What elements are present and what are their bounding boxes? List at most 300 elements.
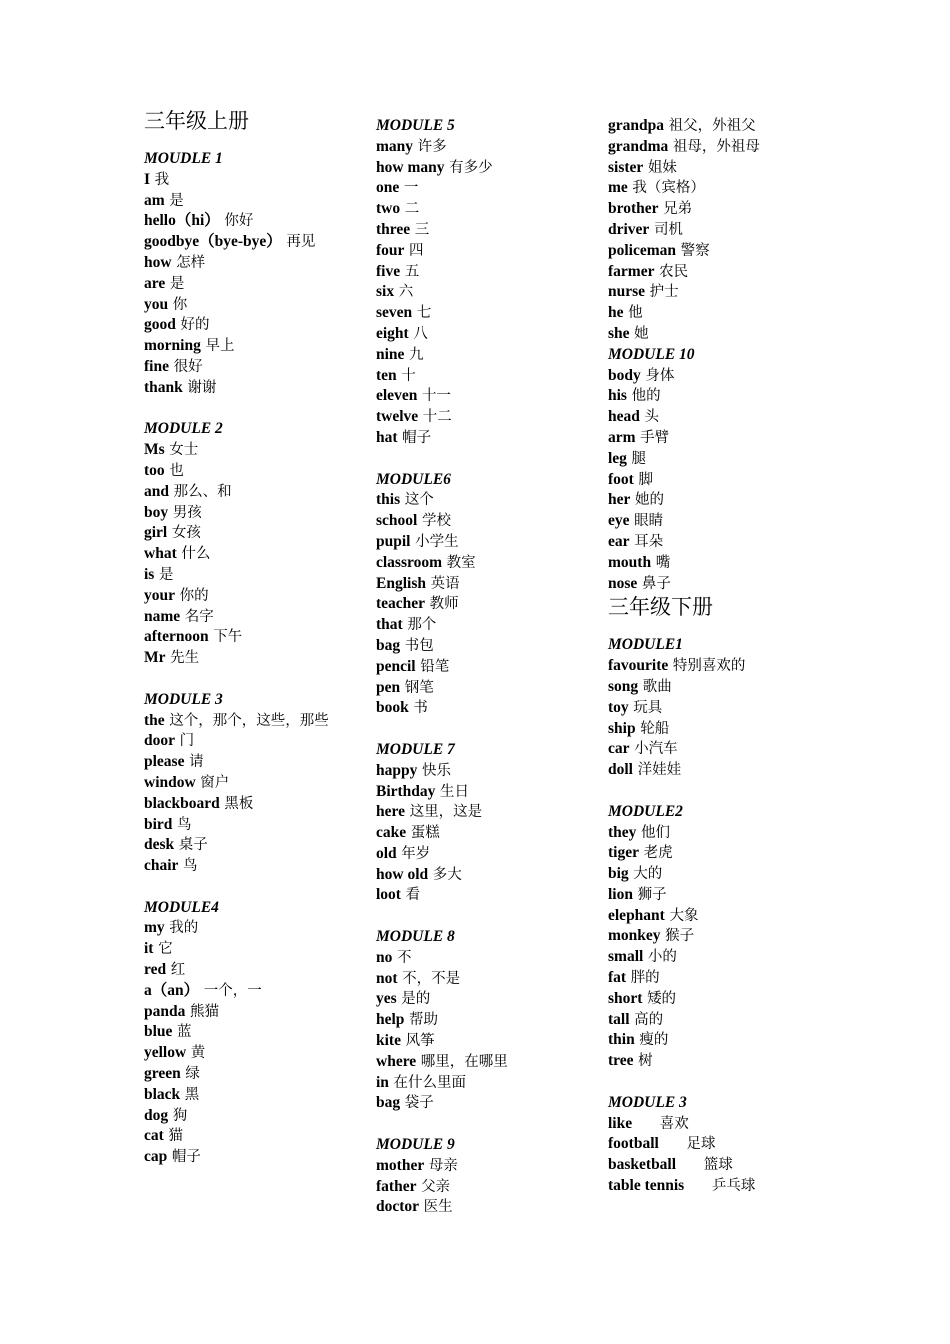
chinese-meaning: 先生	[170, 650, 200, 667]
english-word: cake	[376, 824, 407, 842]
chinese-meaning: 喜欢	[659, 1115, 689, 1132]
chinese-meaning: 蓝	[177, 1024, 192, 1041]
english-word: he	[608, 304, 624, 322]
vocab-entry	[144, 1126, 359, 1147]
vocab-entry	[376, 1010, 591, 1031]
chinese-meaning: 司机	[653, 221, 683, 238]
english-word: seven	[376, 304, 413, 322]
vocab-entry	[376, 428, 591, 449]
english-word: a（an）	[144, 981, 200, 999]
chinese-meaning: 教室	[446, 554, 476, 571]
blank-line	[608, 781, 823, 802]
vocab-entry	[144, 170, 359, 191]
chinese-meaning: 歌曲	[642, 678, 672, 695]
vocab-entry	[376, 1073, 591, 1094]
chinese-meaning: 猴子	[665, 928, 695, 945]
chinese-meaning: 八	[413, 325, 428, 342]
english-word: body	[608, 366, 641, 384]
chinese-meaning: 小学生	[415, 533, 459, 550]
chinese-meaning: 手臂	[640, 429, 670, 446]
chinese-meaning: 桌子	[178, 837, 208, 854]
chinese-meaning: 洋娃娃	[637, 762, 682, 779]
chinese-meaning: 矮的	[647, 990, 677, 1007]
vocab-entry	[144, 503, 359, 524]
blank-line	[144, 669, 359, 690]
chinese-meaning: 二	[404, 201, 420, 218]
vocab-entry	[608, 656, 823, 677]
vocab-entry	[608, 885, 823, 906]
chinese-meaning: 警察	[680, 242, 710, 259]
vocab-entry	[608, 1010, 823, 1031]
vocab-entry	[608, 823, 823, 844]
vocab-entry	[376, 262, 591, 283]
vocab-entry	[144, 752, 359, 773]
vocab-entry	[144, 565, 359, 586]
vocab-entry	[376, 989, 591, 1010]
english-word: small	[608, 948, 644, 966]
vocab-entry	[144, 357, 359, 378]
chinese-meaning: 狮子	[637, 886, 667, 903]
english-word: no	[376, 948, 393, 966]
chinese-meaning: 看	[405, 887, 421, 904]
chinese-meaning: 足球	[686, 1136, 716, 1153]
vocab-entry	[376, 282, 591, 303]
vocab-entry	[376, 1031, 591, 1052]
chinese-meaning: 好的	[180, 317, 210, 334]
english-word: morning	[144, 337, 201, 355]
vocab-entry	[608, 324, 823, 345]
english-word: teacher	[376, 595, 426, 613]
vocab-entry	[376, 220, 591, 241]
chinese-meaning: 农民	[659, 263, 689, 280]
vocab-entry	[608, 137, 823, 158]
vocab-entry	[608, 1176, 823, 1197]
chinese-meaning: 铅笔	[420, 658, 450, 675]
chinese-meaning: 黑	[184, 1086, 200, 1103]
chinese-meaning: 医生	[423, 1199, 453, 1216]
vocab-entry	[608, 241, 823, 262]
english-word: panda	[144, 1002, 186, 1020]
blank-line	[144, 877, 359, 898]
chinese-meaning: 帽子	[402, 429, 432, 446]
english-word: ten	[376, 366, 397, 384]
chinese-meaning: 那么、和	[173, 483, 232, 500]
chinese-meaning: 门	[179, 733, 195, 750]
chinese-meaning: 袋子	[404, 1095, 434, 1112]
vocab-entry	[144, 981, 359, 1002]
vocab-entry	[144, 939, 359, 960]
vocab-entry	[144, 856, 359, 877]
chinese-meaning: 高的	[634, 1011, 664, 1028]
blank-line	[608, 1072, 823, 1093]
vocab-entry	[144, 960, 359, 981]
vocab-entry	[376, 178, 591, 199]
vocab-entry	[608, 116, 823, 137]
chinese-meaning: 我的	[169, 920, 199, 937]
english-word: the	[144, 711, 165, 729]
chinese-meaning: 我（宾格）	[632, 180, 705, 197]
grade-section-title: 三年级下册	[608, 595, 713, 620]
english-word: and	[144, 482, 169, 500]
english-word: am	[144, 191, 165, 209]
vocab-entry	[144, 544, 359, 565]
vocab-entry	[376, 303, 591, 324]
chinese-meaning: 窗户	[200, 774, 230, 791]
vocab-entry	[376, 553, 591, 574]
english-word: what	[144, 545, 177, 563]
english-word: in	[376, 1073, 389, 1091]
english-word: it	[144, 940, 154, 958]
chinese-meaning: 女孩	[171, 525, 201, 542]
english-word: table tennis	[608, 1177, 685, 1195]
chinese-meaning: 是	[169, 192, 184, 209]
chinese-meaning: 女士	[169, 442, 199, 459]
chinese-meaning: 耳朵	[634, 533, 664, 550]
chinese-meaning: 早上	[205, 338, 235, 355]
chinese-meaning: 书	[413, 700, 428, 717]
chinese-meaning: 祖母，外祖母	[672, 138, 760, 155]
chinese-meaning: 身体	[645, 367, 675, 384]
vocab-entry	[376, 1156, 591, 1177]
vocab-entry	[608, 532, 823, 553]
chinese-meaning: 快乐	[421, 762, 451, 779]
chinese-meaning: 这个，那个，这些，那些	[169, 712, 329, 729]
vocab-entry	[376, 407, 591, 428]
chinese-meaning: 他的	[631, 388, 661, 405]
vocab-entry	[144, 315, 359, 336]
chinese-meaning: 四	[409, 242, 424, 259]
english-word: school	[376, 512, 418, 530]
english-word: elephant	[608, 906, 665, 924]
vocab-entry	[144, 586, 359, 607]
chinese-meaning: 十一	[421, 388, 451, 405]
vocab-entry	[144, 794, 359, 815]
english-word: yes	[376, 990, 397, 1008]
module-heading: MODULE 3	[144, 690, 223, 708]
chinese-meaning: 篮球	[703, 1157, 733, 1174]
chinese-meaning: 小汽车	[634, 741, 678, 758]
chinese-meaning: 黄	[190, 1045, 206, 1062]
vocab-entry	[376, 636, 591, 657]
chinese-meaning: 父亲	[421, 1178, 451, 1195]
chinese-meaning: 它	[158, 941, 173, 958]
english-word: many	[376, 137, 414, 155]
english-word: pupil	[376, 532, 411, 550]
chinese-meaning: 这个	[404, 492, 434, 509]
vocab-entry	[144, 1064, 359, 1085]
english-word: where	[376, 1052, 417, 1070]
english-word: arm	[608, 428, 636, 446]
vocab-entry	[376, 241, 591, 262]
chinese-meaning: 哪里，在哪里	[420, 1053, 508, 1070]
chinese-meaning: 是的	[401, 991, 431, 1008]
english-word: five	[376, 262, 401, 280]
english-word: leg	[608, 449, 627, 467]
chinese-meaning: 蛋糕	[410, 825, 440, 842]
vocab-entry	[608, 490, 823, 511]
chinese-meaning: 谢谢	[187, 379, 217, 396]
vocab-entry	[144, 191, 359, 212]
vocab-entry	[376, 885, 591, 906]
english-word: sister	[608, 158, 644, 176]
vocab-entry	[608, 698, 823, 719]
chinese-meaning: 钢笔	[404, 679, 434, 696]
vocab-entry	[144, 918, 359, 939]
chinese-meaning: 她	[634, 325, 649, 342]
vocab-entry	[376, 615, 591, 636]
vocab-entry	[376, 490, 591, 511]
english-word: nine	[376, 345, 405, 363]
english-word: short	[608, 989, 643, 1007]
english-word: please	[144, 753, 185, 771]
english-word: dog	[144, 1106, 169, 1124]
vocab-entry	[608, 760, 823, 781]
english-word: that	[376, 616, 403, 634]
chinese-meaning: 红	[170, 962, 186, 979]
english-word: eleven	[376, 387, 418, 405]
english-word: are	[144, 274, 166, 292]
english-word: classroom	[376, 553, 443, 571]
chinese-meaning: 玩具	[633, 699, 663, 716]
vocab-entry	[608, 1030, 823, 1051]
english-word: brother	[608, 200, 659, 218]
vocab-entry	[144, 295, 359, 316]
english-word: doll	[608, 761, 633, 779]
vocab-entry	[144, 1002, 359, 1023]
english-word: hat	[376, 428, 398, 446]
chinese-meaning: 姐妹	[647, 159, 677, 176]
english-word: his	[608, 387, 627, 405]
vocab-entry	[608, 719, 823, 740]
vocab-entry	[608, 428, 823, 449]
english-word: hello（hi）	[144, 212, 220, 230]
vocab-entry	[376, 366, 591, 387]
vocab-entry	[608, 178, 823, 199]
vocab-entry	[376, 532, 591, 553]
chinese-meaning: 眼睛	[634, 513, 664, 530]
chinese-meaning: 多大	[432, 866, 462, 883]
english-word: your	[144, 586, 175, 604]
vocab-entry	[376, 1177, 591, 1198]
english-word: door	[144, 732, 175, 750]
chinese-meaning: 三	[414, 221, 430, 238]
english-word: driver	[608, 220, 650, 238]
english-word: two	[376, 200, 401, 218]
chinese-meaning: 嘴	[655, 554, 671, 571]
english-word: mother	[376, 1156, 425, 1174]
chinese-meaning: 九	[409, 346, 424, 363]
chinese-meaning: 脚	[638, 471, 653, 488]
english-word: bag	[376, 1094, 401, 1112]
chinese-meaning: 护士	[649, 284, 679, 301]
chinese-meaning: 七	[416, 305, 432, 322]
english-word: eye	[608, 512, 630, 530]
english-word: they	[608, 823, 637, 841]
english-word: goodbye（bye-bye）	[144, 233, 282, 251]
module-heading: MODULE4	[144, 898, 219, 916]
english-word: fine	[144, 357, 169, 375]
vocab-entry	[144, 378, 359, 399]
chinese-meaning: 胖的	[630, 970, 660, 987]
vocab-entry	[144, 607, 359, 628]
vocab-entry	[608, 366, 823, 387]
english-word: cat	[144, 1127, 164, 1145]
chinese-meaning: 名字	[184, 608, 214, 625]
english-word: girl	[144, 524, 168, 542]
vocab-entry	[608, 926, 823, 947]
vocab-entry	[144, 482, 359, 503]
chinese-meaning: 学校	[421, 513, 451, 530]
english-word: fat	[608, 969, 627, 987]
chinese-meaning: 六	[398, 284, 414, 301]
vocab-entry	[608, 553, 823, 574]
chinese-meaning: 瘦的	[639, 1032, 669, 1049]
english-word: yellow	[144, 1044, 187, 1062]
grade-section-title: 三年级上册	[144, 109, 249, 133]
vocab-entry	[608, 989, 823, 1010]
vocab-entry	[608, 303, 823, 324]
vocab-entry	[376, 199, 591, 220]
chinese-meaning: 一个，一	[203, 982, 262, 999]
english-word: monkey	[608, 927, 661, 945]
vocab-entry	[376, 324, 591, 345]
vocab-entry	[376, 698, 591, 719]
vocab-entry	[144, 211, 359, 232]
chinese-meaning: 那个	[407, 617, 437, 634]
vocab-entry	[144, 835, 359, 856]
chinese-meaning: 书包	[404, 637, 434, 654]
chinese-meaning: 她的	[635, 492, 664, 509]
chinese-meaning: 帽子	[171, 1149, 201, 1166]
chinese-meaning: 五	[404, 263, 420, 280]
vocab-entry	[608, 220, 823, 241]
english-word: ship	[608, 719, 636, 737]
english-word: window	[144, 773, 196, 791]
english-word: head	[608, 408, 640, 426]
english-word: blackboard	[144, 794, 220, 812]
vocab-entry	[608, 470, 823, 491]
chinese-meaning: 也	[169, 462, 184, 479]
english-word: farmer	[608, 262, 655, 280]
module-heading: MODULE 5	[376, 117, 455, 134]
english-word: Mr	[144, 649, 166, 667]
vocab-entry	[608, 262, 823, 283]
module-heading: MODULE 10	[608, 345, 695, 363]
english-word: bag	[376, 636, 401, 654]
english-word: afternoon	[144, 628, 209, 646]
vocab-entry	[144, 711, 359, 732]
vocab-entry	[608, 1155, 823, 1176]
vocab-entry	[144, 232, 359, 253]
vocab-entry	[144, 1085, 359, 1106]
chinese-meaning: 英语	[430, 575, 460, 592]
chinese-meaning: 教师	[429, 596, 459, 613]
chinese-meaning: 熊猫	[189, 1003, 219, 1020]
module-heading: MOUDLE 1	[144, 150, 223, 167]
vocab-entry	[608, 158, 823, 179]
vocab-entry	[144, 1043, 359, 1064]
vocab-entry	[144, 1022, 359, 1043]
blank-line	[144, 399, 359, 420]
english-word: foot	[608, 470, 634, 488]
chinese-meaning: 很好	[173, 358, 203, 375]
english-word: nose	[608, 574, 638, 592]
english-word: song	[608, 677, 639, 695]
english-word: favourite	[608, 657, 669, 675]
module-heading: MODULE6	[376, 470, 451, 488]
chinese-meaning: 小的	[647, 949, 677, 966]
module-heading: MODULE 9	[376, 1136, 455, 1154]
english-word: how many	[376, 158, 445, 176]
vocab-entry	[608, 968, 823, 989]
english-word: football	[608, 1135, 659, 1153]
vocab-entry	[376, 865, 591, 886]
english-word: happy	[376, 761, 418, 779]
vocab-entry	[376, 657, 591, 678]
chinese-meaning: 怎样	[176, 254, 206, 271]
vocab-entry	[608, 386, 823, 407]
english-word: pencil	[376, 657, 416, 675]
chinese-meaning: 风筝	[405, 1033, 435, 1050]
blank-line	[376, 449, 591, 470]
chinese-meaning: 大象	[669, 907, 699, 924]
english-word: grandma	[608, 137, 669, 155]
english-word: here	[376, 803, 405, 821]
vocab-entry	[144, 731, 359, 752]
english-word: kite	[376, 1032, 401, 1050]
chinese-meaning: 你	[172, 296, 188, 313]
vocab-entry	[144, 773, 359, 794]
chinese-meaning: 不，不是	[402, 970, 461, 987]
english-word: old	[376, 844, 397, 862]
vocab-entry	[376, 823, 591, 844]
chinese-meaning: 兄弟	[663, 201, 693, 218]
english-word: like	[608, 1114, 633, 1132]
chinese-meaning: 他	[628, 305, 643, 322]
module-heading: MODULE 7	[376, 740, 455, 758]
vocab-entry	[376, 678, 591, 699]
vocab-entry	[608, 677, 823, 698]
vocab-entry	[376, 844, 591, 865]
vocab-entry	[608, 739, 823, 760]
english-word: tree	[608, 1052, 634, 1070]
english-word: loot	[376, 886, 401, 904]
english-word: how	[144, 253, 172, 271]
english-word: six	[376, 283, 395, 301]
vocab-entry	[144, 1147, 359, 1168]
english-word: I	[144, 170, 151, 188]
english-word: book	[376, 699, 409, 717]
english-word: basketball	[608, 1156, 677, 1174]
english-word: this	[376, 491, 401, 509]
vocab-column-3	[608, 116, 823, 1197]
chinese-meaning: 他们	[641, 824, 671, 841]
english-word: me	[608, 179, 628, 197]
chinese-meaning: 绿	[185, 1066, 200, 1083]
vocab-entry	[376, 574, 591, 595]
chinese-meaning: 大的	[633, 866, 663, 883]
english-word: eight	[376, 324, 409, 342]
chinese-meaning: 帮助	[409, 1012, 439, 1029]
vocab-entry	[608, 574, 823, 595]
english-word: father	[376, 1177, 417, 1195]
english-word: policeman	[608, 241, 677, 259]
vocab-entry	[608, 511, 823, 532]
chinese-meaning: 这里，这是	[409, 804, 483, 821]
english-word: car	[608, 740, 630, 758]
vocab-entry	[608, 1051, 823, 1072]
module-heading: MODULE 8	[376, 928, 455, 946]
